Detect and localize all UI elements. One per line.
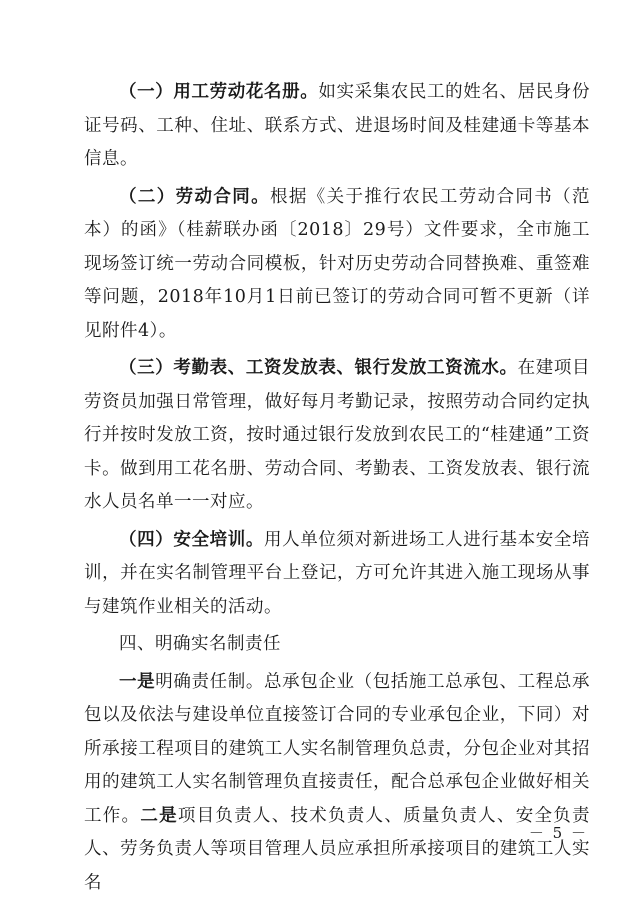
paragraph-safety-training: [84, 524, 590, 625]
paragraph-text: 在建项目劳资员加强日常管理，做好每月考勤记录，按照劳动合同约定执行并按时发放工资，按时通过银行发放到农民工的“桂建通”工资卡。做到用工花名册、劳动合同、考勤表、工资发放表、银行流水人员名单一一对应。: [84, 358, 591, 512]
paragraph-lead: 二是: [140, 805, 178, 826]
paragraph-lead: （三）考勤表、工资发放表、银行发放工资流水。: [119, 358, 518, 378]
paragraph-labor-contract: [84, 181, 590, 349]
paragraph-lead: 一是: [119, 671, 156, 692]
paragraph-text: 明确责任制。总承包企业（包括施工总承包、工程总承包以及依法与建设单位直接签订合同的专业承包企业，下同）对所承接工程项目的建筑工人实名制管理负总责，分包企业对其招用的建筑工人实名制管理负直接责任，配合总承包企业做好相关工作。: [84, 671, 591, 826]
page-number: － 5 －: [528, 824, 588, 842]
paragraph-lead: （二）劳动合同。: [119, 186, 270, 207]
paragraph-text: 用人单位须对新进场工人进行基本安全培训，并在实名制管理平台上登记，方可允许其进入施工现场从事与建筑作业相关的活动。: [84, 529, 591, 617]
paragraph-attendance: [84, 352, 590, 520]
paragraph-responsibility: [84, 666, 590, 901]
paragraph-text: 根据《关于推行农民工劳动合同书（范本）的函》（桂薪联办函〔2018〕29号）文件要求，全市施工现场签订统一劳动合同模板，针对历史劳动合同替换难、重签难等问题，2018年10月1日前已签订的劳动合同可暂不更新（详见附件4）。: [84, 186, 590, 341]
paragraph-lead: （一）用工劳动花名册。: [119, 82, 319, 102]
paragraph-lead: （四）安全培训。: [119, 529, 264, 550]
document-body: [84, 76, 590, 904]
paragraph-text: 项目负责人、技术负责人、质量负责人、安全负责人、劳务负责人等项目管理人员应承担所承接项目的建筑工人实名: [84, 805, 591, 893]
paragraph-text: 如实采集农民工的姓名、居民身份证号码、工种、住址、联系方式、进退场时间及桂建通卡等基本信息。: [84, 82, 591, 169]
section-heading: 四、明确实名制责任: [119, 634, 281, 654]
paragraph-roster: [84, 76, 590, 177]
